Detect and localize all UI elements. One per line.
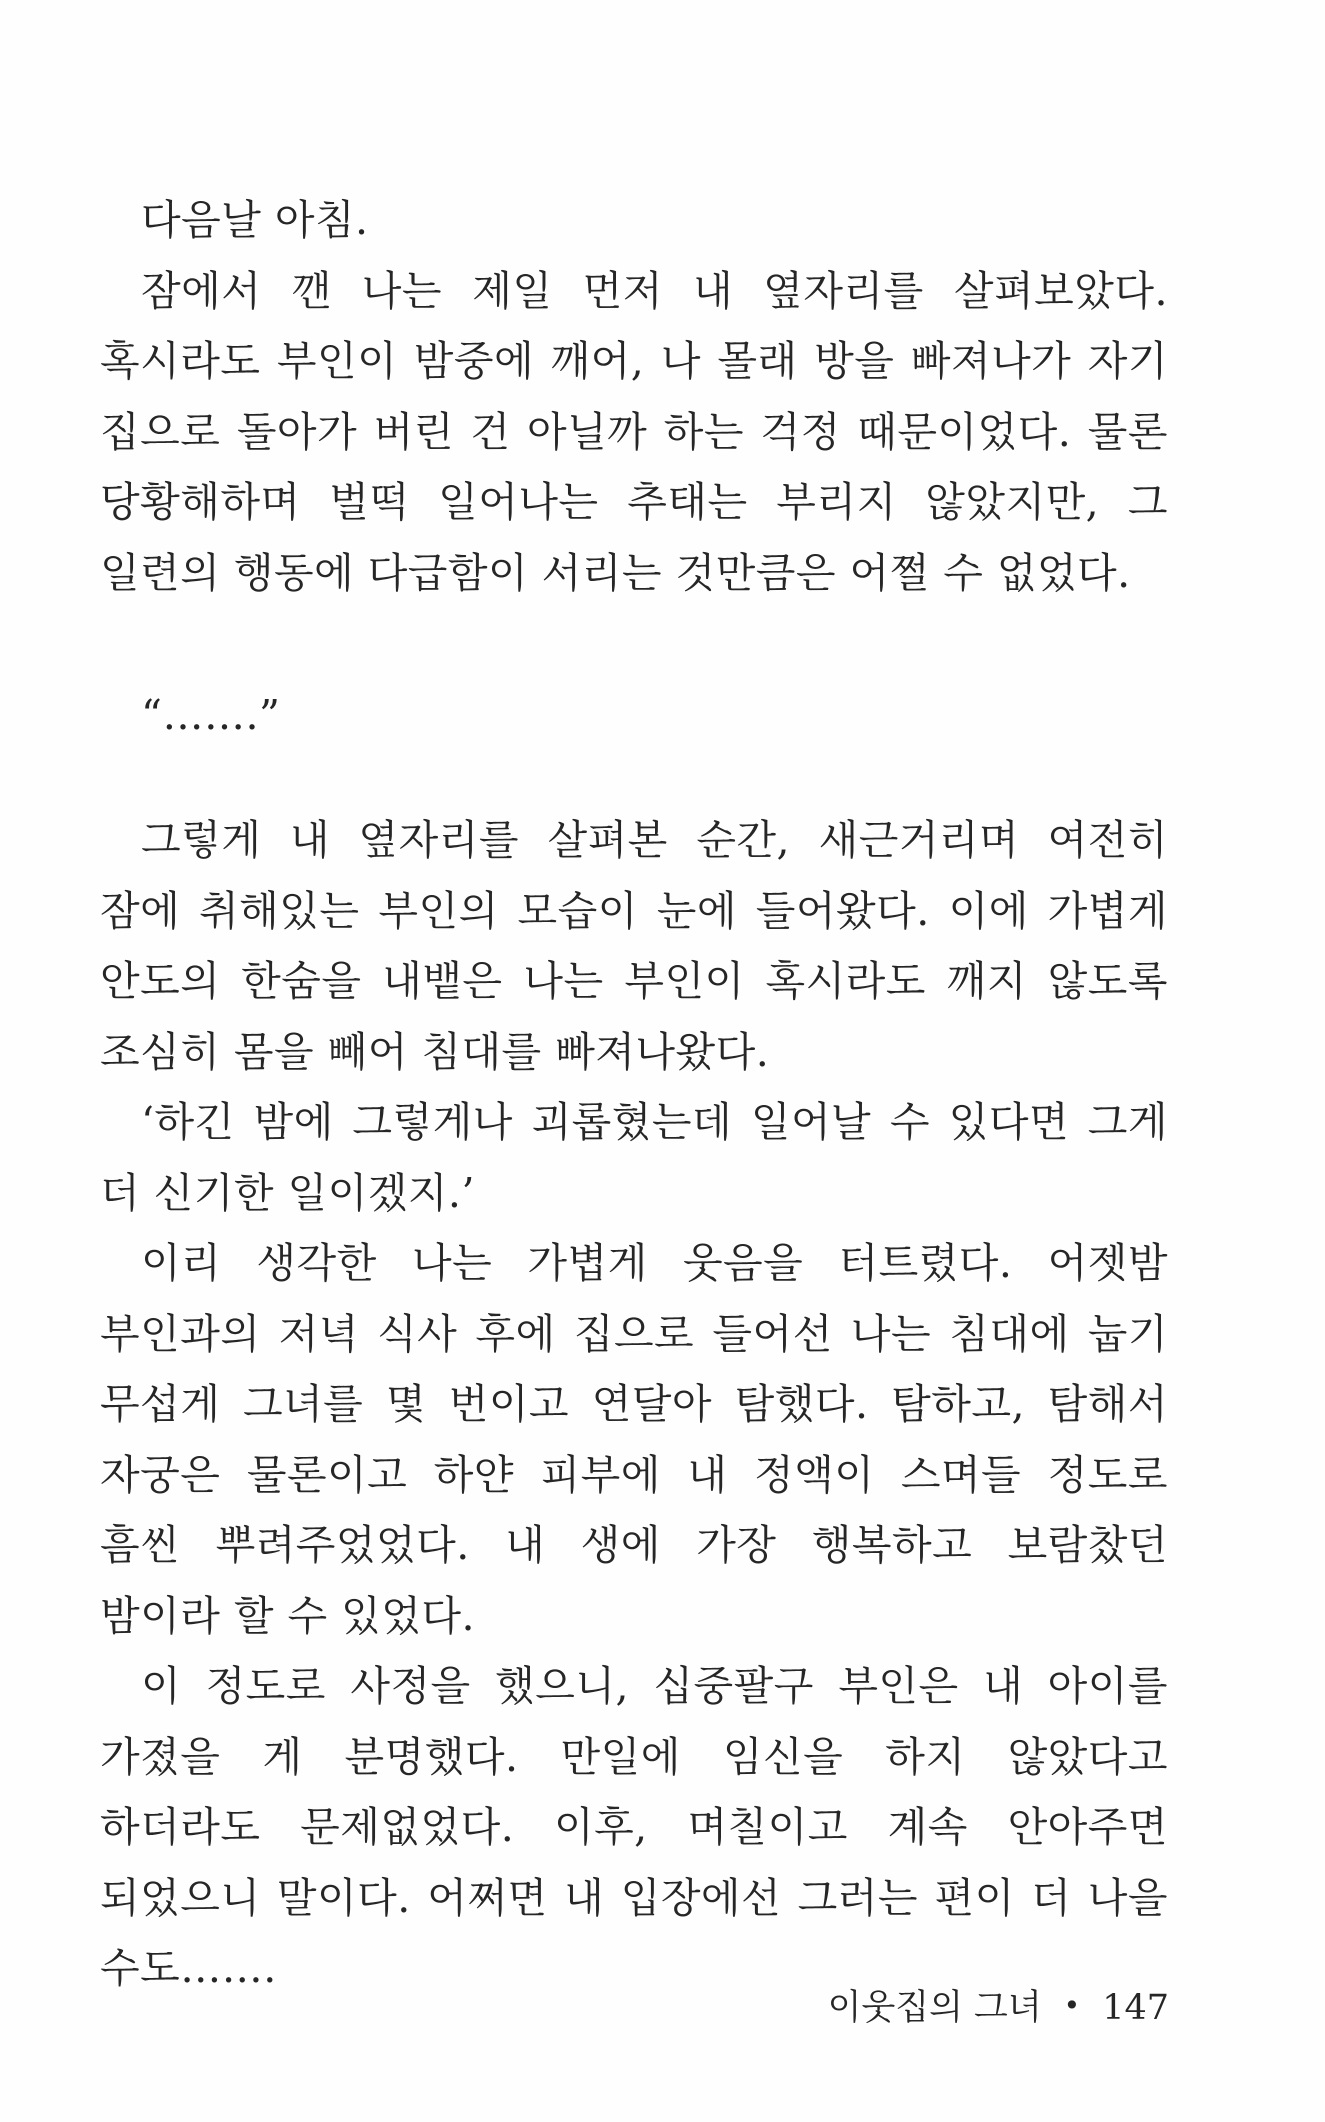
paragraph: 잠에서 깬 나는 제일 먼저 내 옆자리를 살펴보았다. 혹시라도 부인이 밤중에 깨어, 나 몰래 방을 빠져나가 자기 집으로 돌아가 버린 건 아닐까 하는 걱정 때문이었다. 물론 당황해하며 벌떡 일어나는 추태는 부리지 않았지만, 그 일련의 행동에 다급함이 서리는 것만큼은 어쩔 수 없었다.	[100, 266, 1168, 597]
page-number: 147	[1102, 1988, 1169, 2028]
text-block-main	[100, 805, 1168, 2004]
book-title: 이웃집의 그녀	[827, 1988, 1042, 2028]
text-block-dialogue	[100, 680, 1168, 751]
footer-separator: •	[1063, 1989, 1081, 2022]
dialogue-line: “…….”	[141, 691, 281, 739]
paragraph: ‘하긴 밤에 그렇게나 괴롭혔는데 일어날 수 있다면 그게 더 신기한 일이겠지.’	[100, 1098, 1168, 1217]
paragraph: 다음날 아침.	[141, 196, 369, 244]
paragraph: 이리 생각한 나는 가볍게 웃음을 터트렸다. 어젯밤 부인과의 저녁 식사 후에 집으로 들어선 나는 침대에 눕기 무섭게 그녀를 몇 번이고 연달아 탐했다. 탐하고, 탐해서 자궁은 물론이고 하얀 피부에 내 정액이 스며들 정도로 흠씬 뿌려주었었다. 내 생에 가장 행복하고 보람찼던 밤이라 할 수 있었다.	[100, 1239, 1168, 1640]
page-footer	[828, 1980, 1169, 2030]
paragraph: 이 정도로 사정을 했으니, 십중팔구 부인은 내 아이를 가졌을 게 분명했다. 만일에 임신을 하지 않았다고 하더라도 문제없었다. 이후, 며칠이고 계속 안아주면 되었으니 말이다. 어쩌면 내 입장에선 그러는 편이 더 나을 수도…….	[100, 1662, 1168, 1992]
paragraph: 그렇게 내 옆자리를 살펴본 순간, 새근거리며 여전히 잠에 취해있는 부인의 모습이 눈에 들어왔다. 이에 가볍게 안도의 한숨을 내뱉은 나는 부인이 혹시라도 깨지 않도록 조심히 몸을 빼어 침대를 빠져나왔다.	[100, 816, 1168, 1076]
text-block-morning	[100, 185, 1168, 608]
